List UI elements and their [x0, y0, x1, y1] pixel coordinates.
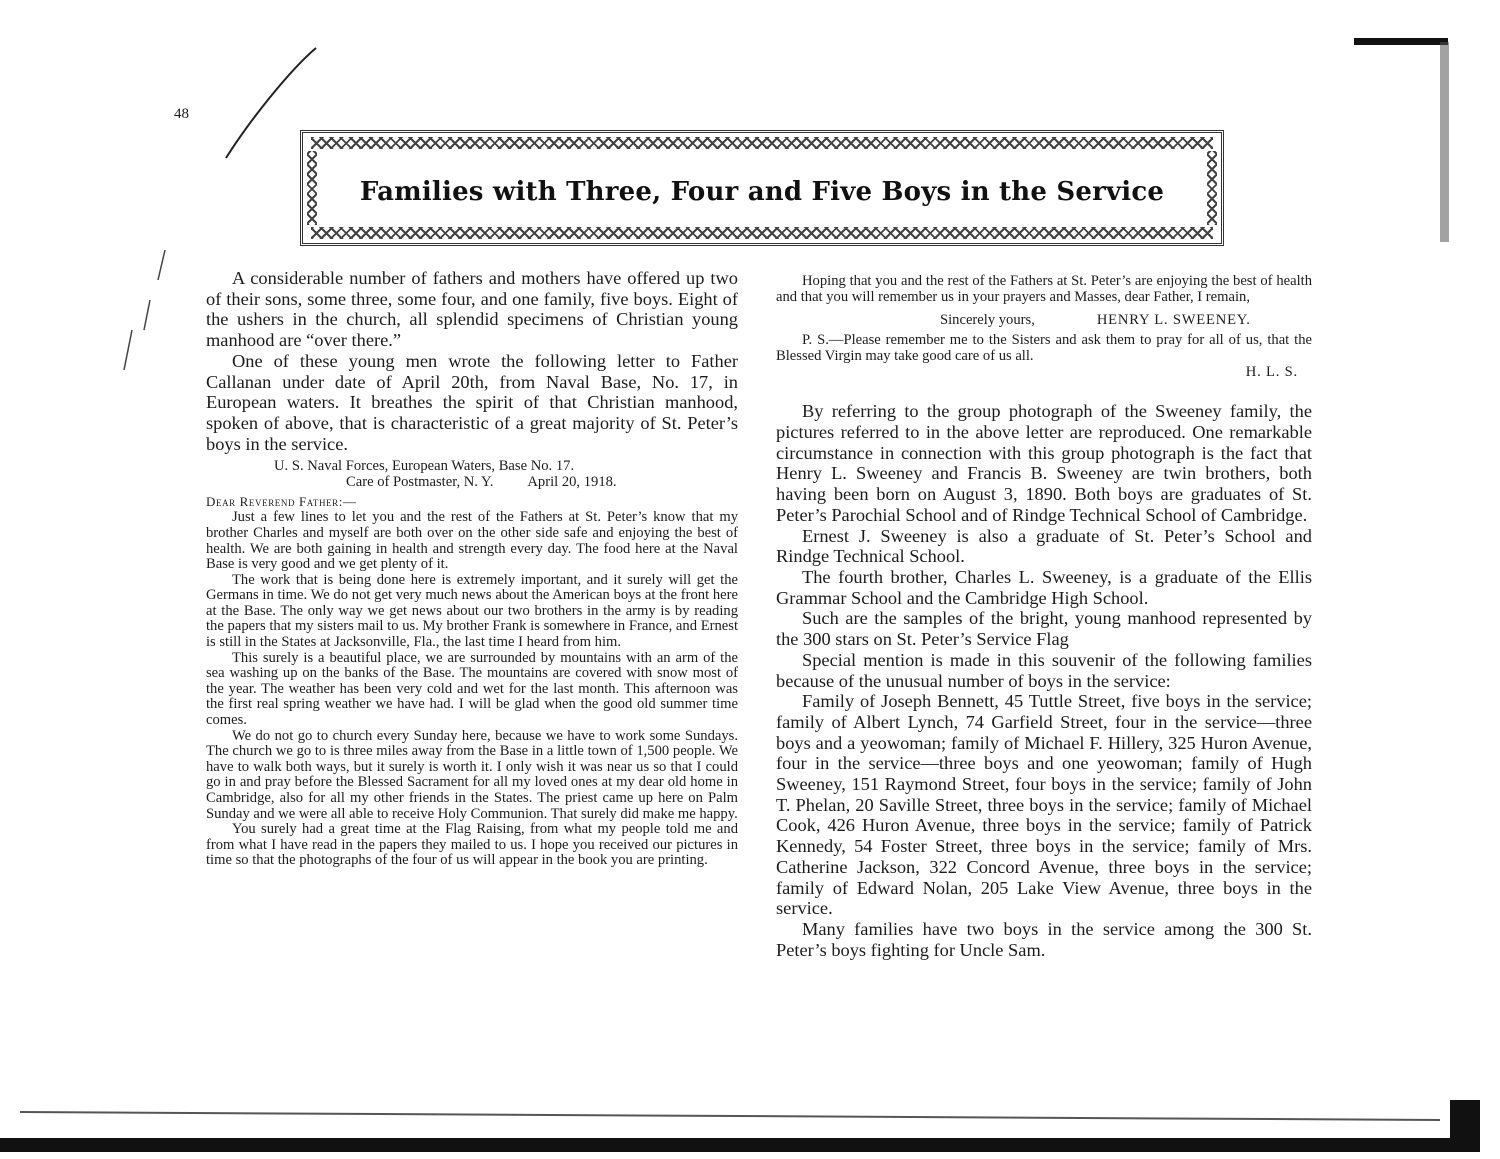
- body-paragraph: By referring to the group photograph of the Sweeney family, the pictures referred to in the above letter are reproduced. One remarkable circumstance in connection with this group photograph is the fact that Henry L. Sweeney and Francis B. Sweeney are twin brothers, both having been born on August 3, 1890. Both boys are graduates of St. Peter’s Parochial School and of Rindge Technical School of Cambridge.: [776, 401, 1312, 525]
- sincerely-text: Sincerely yours,: [940, 312, 1035, 329]
- signature-name: HENRY L. SWEENEY.: [1096, 312, 1251, 329]
- scan-bar-bottom: [0, 1138, 1480, 1152]
- dateline-postmaster: Care of Postmaster, N. Y.: [346, 474, 494, 491]
- page-number: 48: [174, 106, 189, 122]
- letter-dateline: [206, 458, 738, 490]
- postscript: P. S.—Please remember me to the Sisters and ask them to pray for all of us, that the Blessed Virgin may take good care of us all.: [776, 332, 1312, 364]
- intro-paragraph: One of these young men wrote the following letter to Father Callanan under date of April 20th, from Naval Base, No. 17, in European waters. It breathes the spirit of that Christian manhood, spoken of above, that is characteristic of a great majority of St. Peter’s boys in the service.: [206, 350, 738, 454]
- left-column: [206, 268, 738, 869]
- scan-bar-top-right: [1354, 38, 1448, 45]
- dateline-address: U. S. Naval Forces, European Waters, Base No. 17.: [274, 458, 575, 475]
- scan-bar-right-edge: [1440, 42, 1449, 242]
- body-paragraph: Special mention is made in this souvenir of the following families because of the unusual number of boys in the service:: [776, 649, 1312, 691]
- families-list: Family of Joseph Bennett, 45 Tuttle Street, five boys in the service; family of Albert Lynch, 74 Garfield Street, four in the service—three boys and a yeowoman; family of Michael F. Hillery, 325 Huron Avenue, four in the service—three boys and one yeowoman; family of Hugh Sweeney, 151 Raymond Street, four boys in the service; family of John T. Phelan, 20 Saville Street, three boys in the service; family of Michael Cook, 426 Huron Avenue, three boys in the service; family of Patrick Kennedy, 54 Foster Street, three boys in the service; family of Mrs. Catherine Jackson, 322 Concord Avenue, three boys in the service; family of Edward Nolan, 205 Lake View Avenue, three boys in the service.: [776, 691, 1312, 919]
- letter-paragraph: The work that is being done here is extremely important, and it surely will get the Germans in time. We do not get very much news about the American boys at the front here at the Base. The only way we get news about our two brothers in the army is by reading the papers that my sisters mail to us. My brother Frank is somewhere in France, and Ernest is still in the States at Jacksonville, Fla., the last time I heard from him.: [206, 571, 738, 651]
- dateline-date: April 20, 1918.: [527, 474, 617, 491]
- body-paragraph: The fourth brother, Charles L. Sweeney, is a graduate of the Ellis Grammar School and the Cambridge High School.: [776, 567, 1312, 608]
- body-paragraph: Many families have two boys in the service among the 300 St. Peter’s boys fighting for Uncle Sam.: [776, 918, 1312, 960]
- scan-line-bottom: [20, 1112, 1440, 1120]
- title-banner: [300, 130, 1224, 246]
- letter-signoff: [776, 311, 1312, 329]
- ornament-border-top: [311, 137, 1213, 149]
- scan-bar-bottom-right: [1450, 1100, 1480, 1145]
- page-title: Families with Three, Four and Five Boys in the Service: [359, 177, 1165, 207]
- intro-paragraph: A considerable number of fathers and mothers have offered up two of their sons, some three, some four, and one family, five boys. Eight of the ushers in the church, all splendid specimens of Christian young manhood are “over there.”: [206, 268, 738, 351]
- scan-stroke-left: [124, 250, 165, 370]
- body-paragraph: Ernest J. Sweeney is also a graduate of St. Peter’s School and Rindge Technical School.: [776, 525, 1312, 567]
- postscript-initials: H. L. S.: [1245, 364, 1298, 381]
- letter-paragraph: Just a few lines to let you and the rest of the Fathers at St. Peter’s know that my brother Charles and myself are both over on the other side safe and enjoying the best of health. We are both gaining in health and strength every day. The food here at the Naval Base is very good and we get plenty of it.: [206, 509, 738, 573]
- letter-closing: Hoping that you and the rest of the Fathers at St. Peter’s are enjoying the best of health and that you will remember us in your prayers and Masses, dear Father, I remain,: [776, 273, 1312, 305]
- letter-paragraph: This surely is a beautiful place, we are surrounded by mountains with an arm of the sea washing up on the banks of the Base. The mountains are covered with snow most of the year. The weather has been very cold and wet for the last month. This afternoon was the first real spring weather we have had. I will be glad when the good old summer time comes.: [206, 649, 738, 729]
- ornament-border-bottom: [311, 227, 1213, 239]
- right-column: [776, 274, 1312, 960]
- body-paragraph: Such are the samples of the bright, young manhood represented by the 300 stars on St. Peter’s Service Flag: [776, 608, 1312, 650]
- letter-paragraph: You surely had a great time at the Flag Raising, from what my people told me and from what I have read in the papers they mailed to us. I hope you received our pictures in time so that the photographs of the four of us will appear in the book you are printing.: [206, 821, 738, 869]
- letter-paragraph: We do not go to church every Sunday here, because we have to work some Sundays. The church we go to is three miles away from the Base in a little town of 1,500 people. We have to walk both ways, but it surely is worth it. I only wish it was near us so that I could go in and pray before the Blessed Sacrament for all my loved ones at my dear old home in Cambridge, also for all my other friends in the States. The priest came up here on Palm Sunday and we were all able to receive Holy Communion. That surely did make me happy.: [206, 727, 738, 822]
- letter-salutation: Dear Reverend Father:—: [206, 494, 357, 510]
